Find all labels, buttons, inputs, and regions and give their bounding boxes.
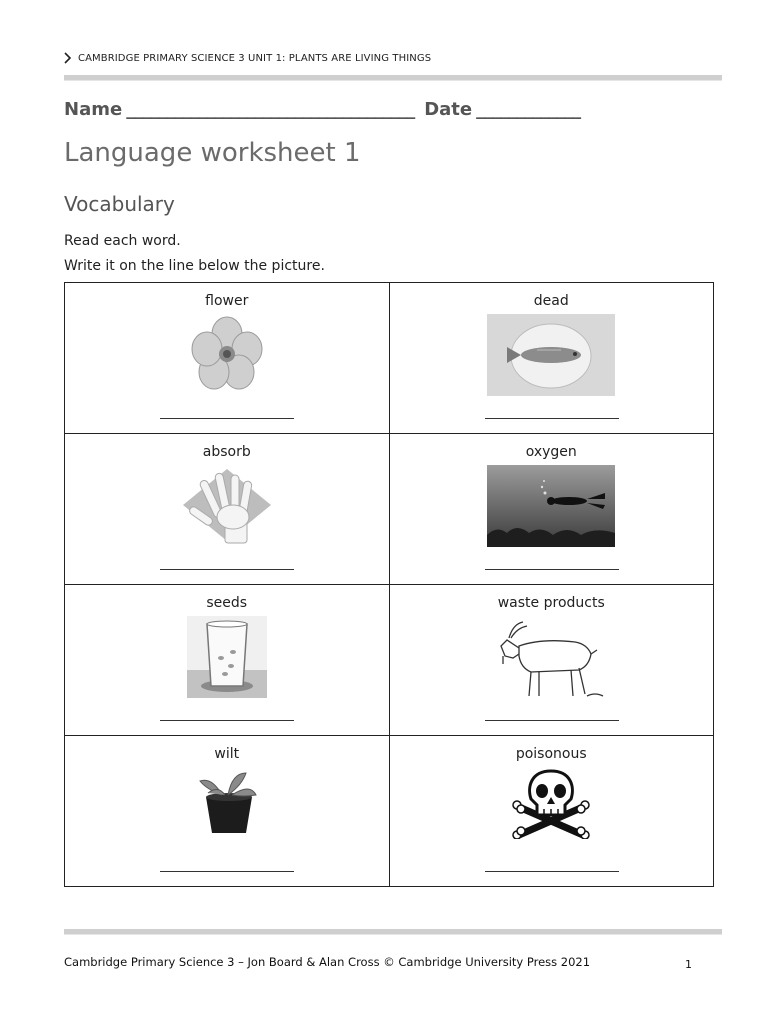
footer-divider (64, 929, 722, 934)
header-divider (64, 75, 722, 80)
answer-line[interactable] (485, 418, 619, 419)
answer-line[interactable] (160, 569, 294, 570)
vocab-word: seeds (206, 595, 248, 611)
vocab-word: dead (533, 293, 569, 309)
vocab-cell-dead (389, 283, 714, 434)
answer-line[interactable] (485, 569, 619, 570)
vocab-word: wilt (214, 746, 240, 762)
vocab-cell-oxygen (389, 434, 714, 585)
vocab-word: waste products (497, 595, 605, 611)
wilted-plant-picture-icon (192, 767, 262, 837)
scuba-diver-picture-icon (487, 465, 615, 547)
vocab-word: oxygen (525, 444, 577, 460)
answer-line[interactable] (160, 720, 294, 721)
vocab-word: absorb (202, 444, 251, 460)
instruction-1: Read each word. (64, 233, 181, 249)
goat-picture-icon (491, 616, 611, 702)
page-title: Language worksheet 1 (64, 138, 361, 168)
chevron-right-icon (64, 52, 72, 64)
vocab-cell-seeds (65, 585, 390, 736)
running-title: CAMBRIDGE PRIMARY SCIENCE 3 UNIT 1: PLANTS ARE LIVING THINGS (78, 52, 432, 64)
page-number: 1 (685, 958, 692, 971)
vocab-cell-wilt (65, 736, 390, 887)
vocab-cell-absorb (65, 434, 390, 585)
vocab-cell-poisonous (389, 736, 714, 887)
footer-credit: Cambridge Primary Science 3 – Jon Board & Alan Cross © Cambridge University Press 2021 (64, 955, 591, 969)
skull-crossbones-picture-icon (509, 767, 593, 839)
vocab-cell-flower (65, 283, 390, 434)
date-line: _____________ (476, 99, 581, 120)
flower-picture-icon (187, 314, 267, 394)
name-label: Name (64, 99, 123, 120)
vocabulary-table (64, 282, 714, 887)
name-line: ____________________________________ (126, 99, 415, 120)
answer-line[interactable] (160, 871, 294, 872)
answer-line[interactable] (485, 720, 619, 721)
answer-line[interactable] (485, 871, 619, 872)
vocab-word: flower (205, 293, 249, 309)
running-header (64, 52, 431, 64)
sponge-hand-picture-icon (167, 465, 287, 545)
vocab-word: poisonous (515, 746, 587, 762)
section-heading: Vocabulary (64, 192, 175, 216)
answer-line[interactable] (160, 418, 294, 419)
vocab-cell-waste-products (389, 585, 714, 736)
date-label: Date (424, 99, 473, 120)
name-date-row (64, 99, 714, 120)
instruction-2: Write it on the line below the picture. (64, 258, 325, 274)
dead-fish-picture-icon (487, 314, 615, 396)
seeds-in-glass-picture-icon (187, 616, 267, 698)
